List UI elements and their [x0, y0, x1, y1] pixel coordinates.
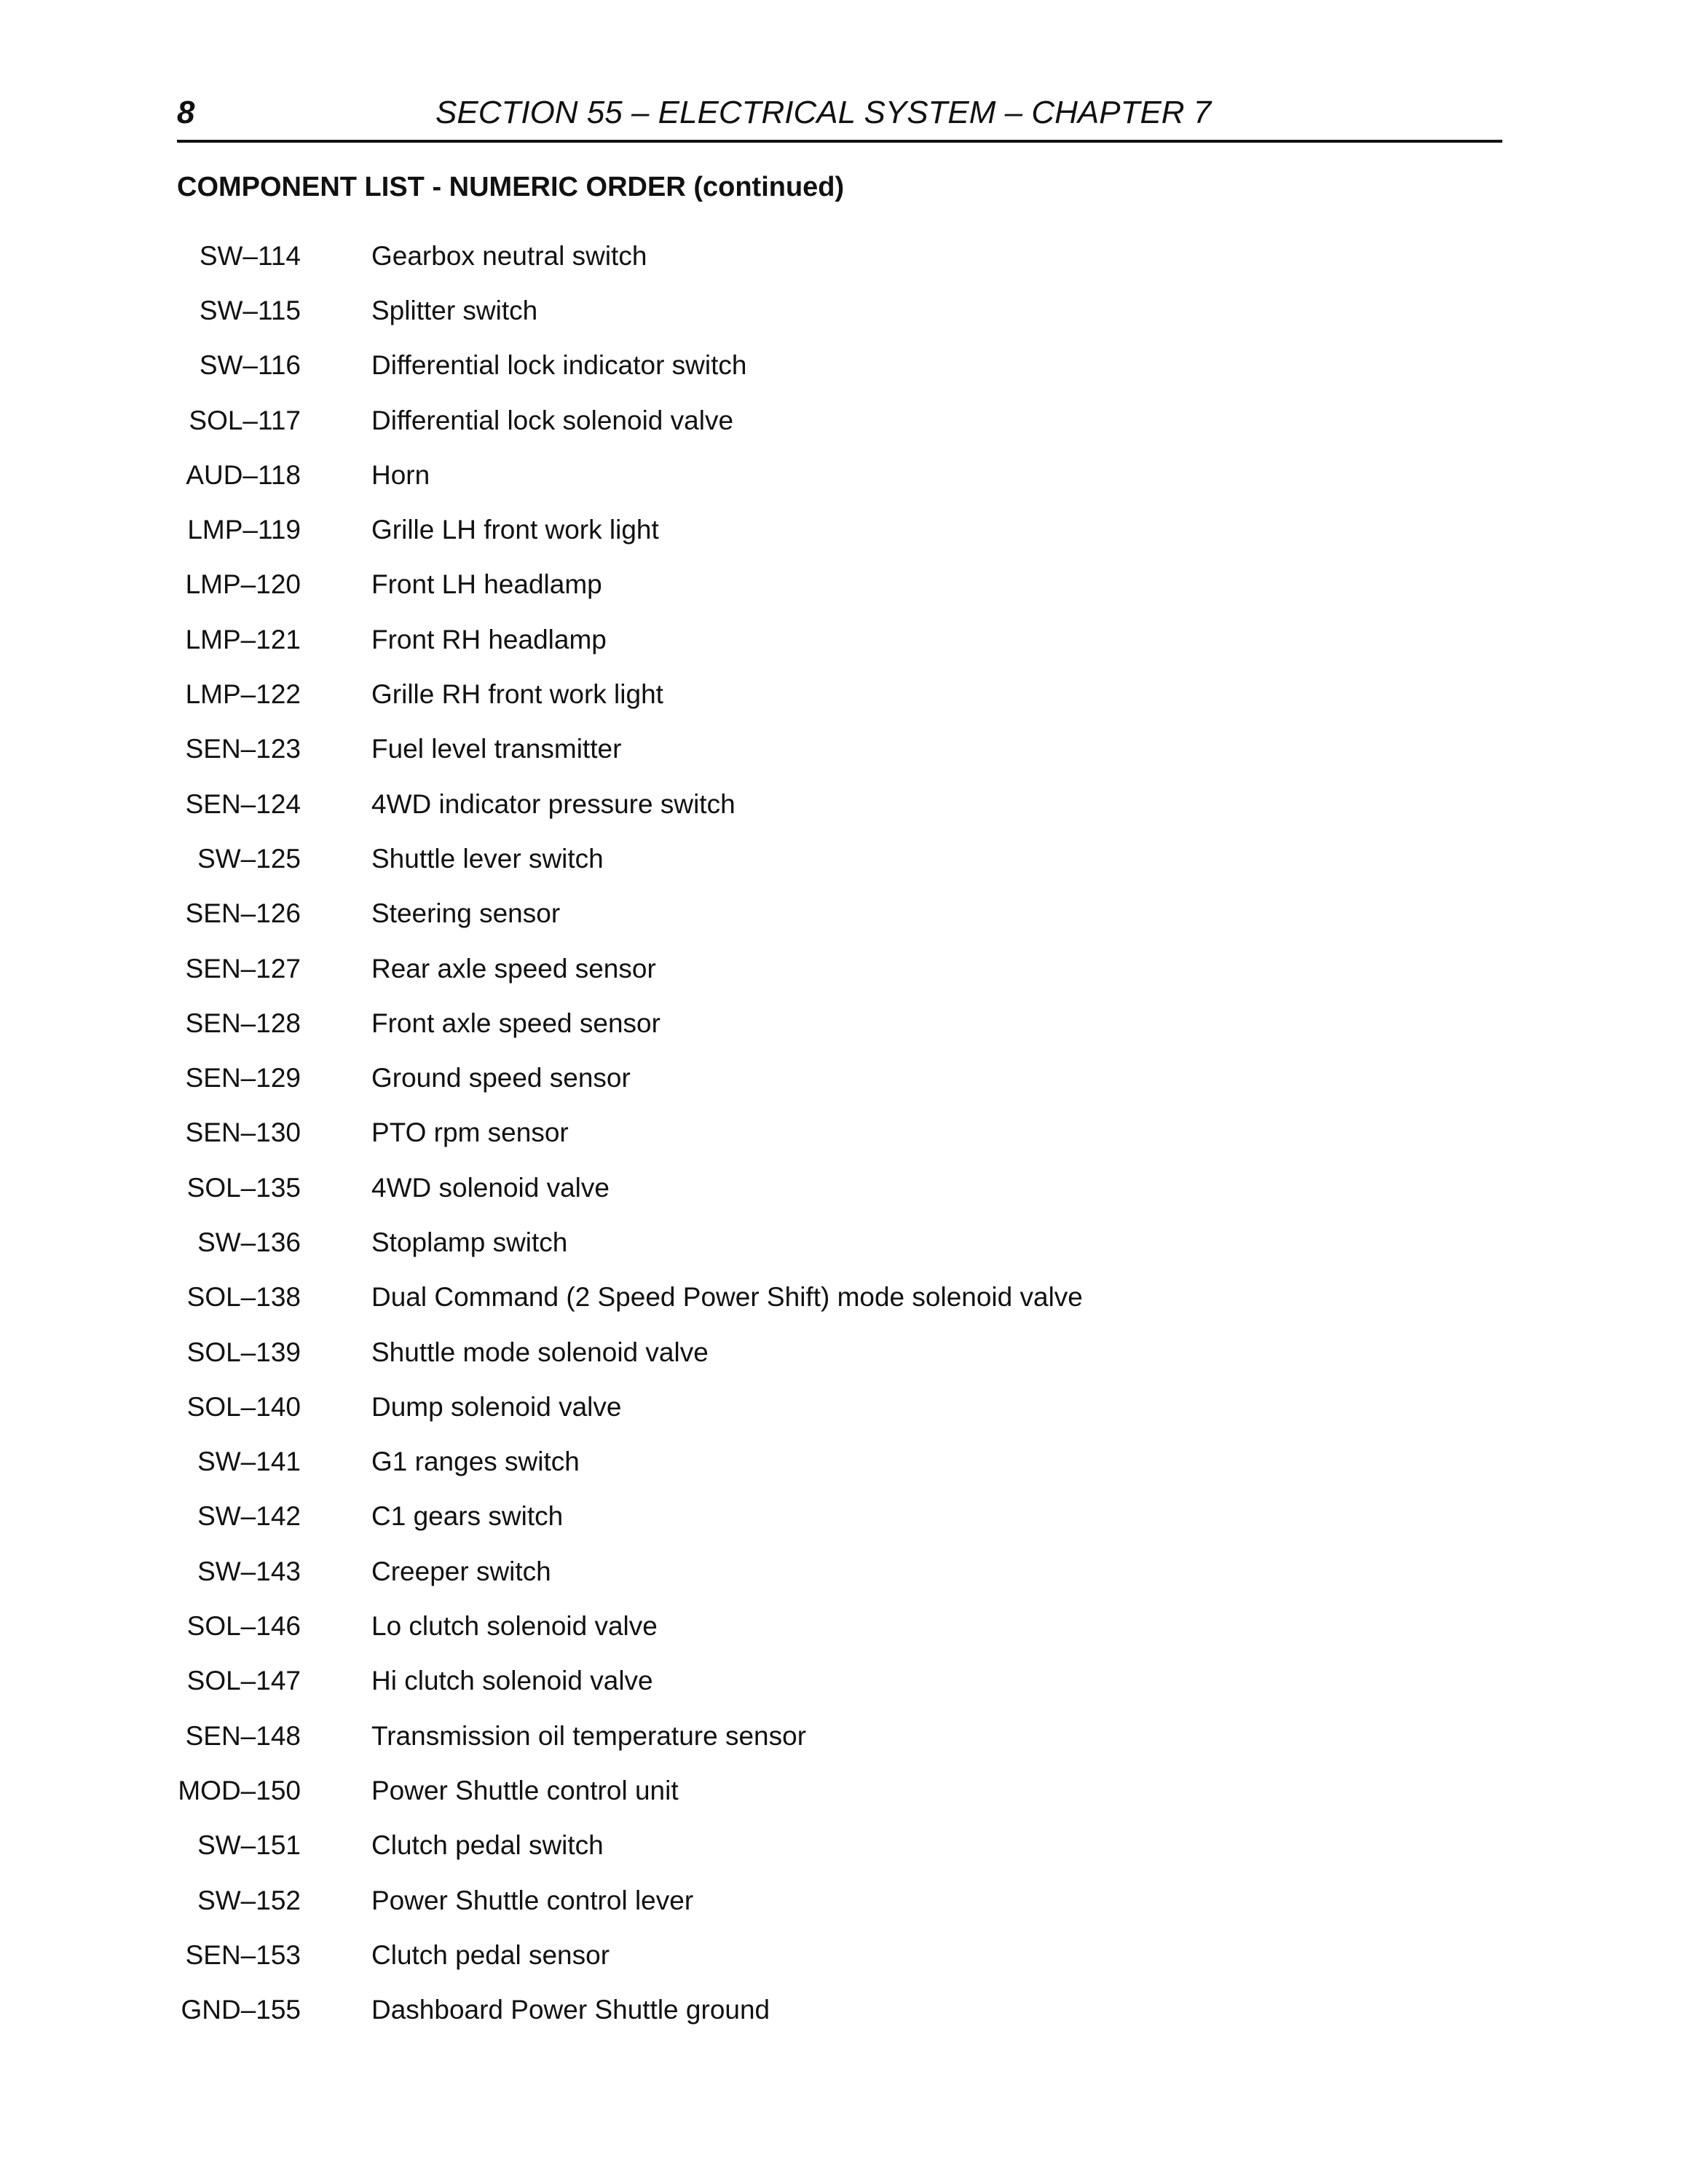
- component-code: SW–152: [197, 1885, 301, 1915]
- list-item: [177, 1215, 1502, 1270]
- component-code: SW–141: [197, 1447, 301, 1477]
- component-description: Front RH headlamp: [371, 624, 607, 654]
- component-description: Stoplamp switch: [371, 1227, 568, 1257]
- list-item: [177, 558, 1502, 612]
- component-description: Fuel level transmitter: [371, 734, 622, 764]
- list-item: [177, 1325, 1502, 1380]
- component-description: Creeper switch: [371, 1556, 551, 1586]
- component-code: SW–136: [197, 1227, 301, 1257]
- component-description: C1 gears switch: [371, 1501, 564, 1532]
- list-item: [177, 502, 1502, 557]
- component-code: GND–155: [181, 1995, 301, 2025]
- component-description: Transmission oil temperature sensor: [371, 1720, 807, 1751]
- list-item: [177, 1380, 1502, 1434]
- component-code: SEN–128: [185, 1008, 301, 1038]
- list-item: [177, 283, 1502, 338]
- list-item: [177, 339, 1502, 393]
- list-item: [177, 1106, 1502, 1160]
- list-item: [177, 1599, 1502, 1653]
- list-item: [177, 777, 1502, 831]
- list-item: [177, 1051, 1502, 1105]
- component-code: SW–151: [197, 1830, 301, 1861]
- component-code: SW–125: [197, 843, 301, 874]
- list-item: [177, 1544, 1502, 1599]
- component-code: SOL–117: [189, 405, 301, 435]
- list-heading: COMPONENT LIST - NUMERIC ORDER (continued): [177, 172, 845, 202]
- component-code: SEN–130: [185, 1117, 301, 1148]
- list-item: [177, 612, 1502, 667]
- component-description: Steering sensor: [371, 898, 561, 929]
- list-item: [177, 1928, 1502, 1982]
- component-code: LMP–122: [185, 679, 301, 710]
- list-item: [177, 667, 1502, 721]
- list-item: [177, 941, 1502, 996]
- list-item: [177, 1763, 1502, 1818]
- component-code: SOL–139: [186, 1337, 301, 1367]
- component-description: Clutch pedal sensor: [371, 1939, 610, 1970]
- component-description: 4WD solenoid valve: [371, 1172, 610, 1203]
- component-description: Power Shuttle control unit: [371, 1775, 679, 1805]
- component-description: Rear axle speed sensor: [371, 953, 656, 984]
- component-description: Shuttle lever switch: [371, 843, 604, 874]
- list-item: [177, 1983, 1502, 2038]
- component-description: Front LH headlamp: [371, 569, 602, 600]
- component-code: SEN–153: [185, 1939, 301, 1970]
- list-item: [177, 1654, 1502, 1709]
- component-code: SOL–140: [186, 1391, 301, 1422]
- component-code: SW–143: [197, 1556, 301, 1586]
- component-code: SW–114: [199, 240, 301, 271]
- component-code: MOD–150: [178, 1775, 301, 1805]
- component-description: Shuttle mode solenoid valve: [371, 1337, 709, 1367]
- section-title: SECTION 55 – ELECTRICAL SYSTEM – CHAPTER 7: [435, 95, 1212, 130]
- component-code: SW–116: [199, 350, 301, 381]
- list-item: [177, 1435, 1502, 1489]
- component-code: SEN–126: [185, 898, 301, 929]
- component-description: Dashboard Power Shuttle ground: [371, 1995, 770, 2025]
- component-code: SEN–129: [185, 1063, 301, 1093]
- list-item: [177, 831, 1502, 886]
- component-code: LMP–119: [187, 515, 301, 545]
- component-description: Lo clutch solenoid valve: [371, 1611, 658, 1642]
- component-description: Differential lock solenoid valve: [371, 405, 734, 435]
- list-item: [177, 393, 1502, 448]
- component-code: SOL–135: [186, 1172, 301, 1203]
- component-code: SEN–148: [185, 1720, 301, 1751]
- component-description: Dual Command (2 Speed Power Shift) mode solenoid valve: [371, 1282, 1083, 1313]
- component-code: SW–142: [197, 1501, 301, 1532]
- component-code: SOL–138: [186, 1282, 301, 1313]
- component-description: Front axle speed sensor: [371, 1008, 660, 1038]
- list-item: [177, 1270, 1502, 1325]
- component-description: Gearbox neutral switch: [371, 240, 647, 271]
- component-description: Ground speed sensor: [371, 1063, 631, 1093]
- component-description: Hi clutch solenoid valve: [371, 1666, 653, 1696]
- component-list: [177, 229, 1502, 2038]
- component-description: Horn: [371, 459, 430, 490]
- component-code: SEN–123: [185, 734, 301, 764]
- component-description: Clutch pedal switch: [371, 1830, 604, 1861]
- component-description: Dump solenoid valve: [371, 1391, 622, 1422]
- list-item: [177, 229, 1502, 283]
- page-number: 8: [177, 95, 195, 130]
- list-item: [177, 887, 1502, 941]
- page-header: [177, 89, 1502, 143]
- list-item: [177, 1489, 1502, 1544]
- component-description: Differential lock indicator switch: [371, 350, 747, 381]
- component-description: Splitter switch: [371, 295, 538, 325]
- component-code: LMP–120: [185, 569, 301, 600]
- list-item: [177, 448, 1502, 502]
- list-item: [177, 1709, 1502, 1763]
- list-item: [177, 722, 1502, 777]
- component-description: Grille LH front work light: [371, 515, 659, 545]
- component-description: G1 ranges switch: [371, 1447, 580, 1477]
- list-item: [177, 1160, 1502, 1215]
- list-item: [177, 996, 1502, 1051]
- component-code: SW–115: [199, 295, 301, 325]
- list-item: [177, 1873, 1502, 1928]
- component-description: Power Shuttle control lever: [371, 1885, 694, 1915]
- component-code: AUD–118: [186, 459, 301, 490]
- component-code: SOL–147: [186, 1666, 301, 1696]
- component-description: 4WD indicator pressure switch: [371, 788, 735, 819]
- component-code: SOL–146: [186, 1611, 301, 1642]
- component-description: Grille RH front work light: [371, 679, 663, 710]
- component-description: PTO rpm sensor: [371, 1117, 569, 1148]
- list-item: [177, 1819, 1502, 1873]
- component-code: LMP–121: [185, 624, 301, 654]
- component-code: SEN–124: [185, 788, 301, 819]
- component-code: SEN–127: [185, 953, 301, 984]
